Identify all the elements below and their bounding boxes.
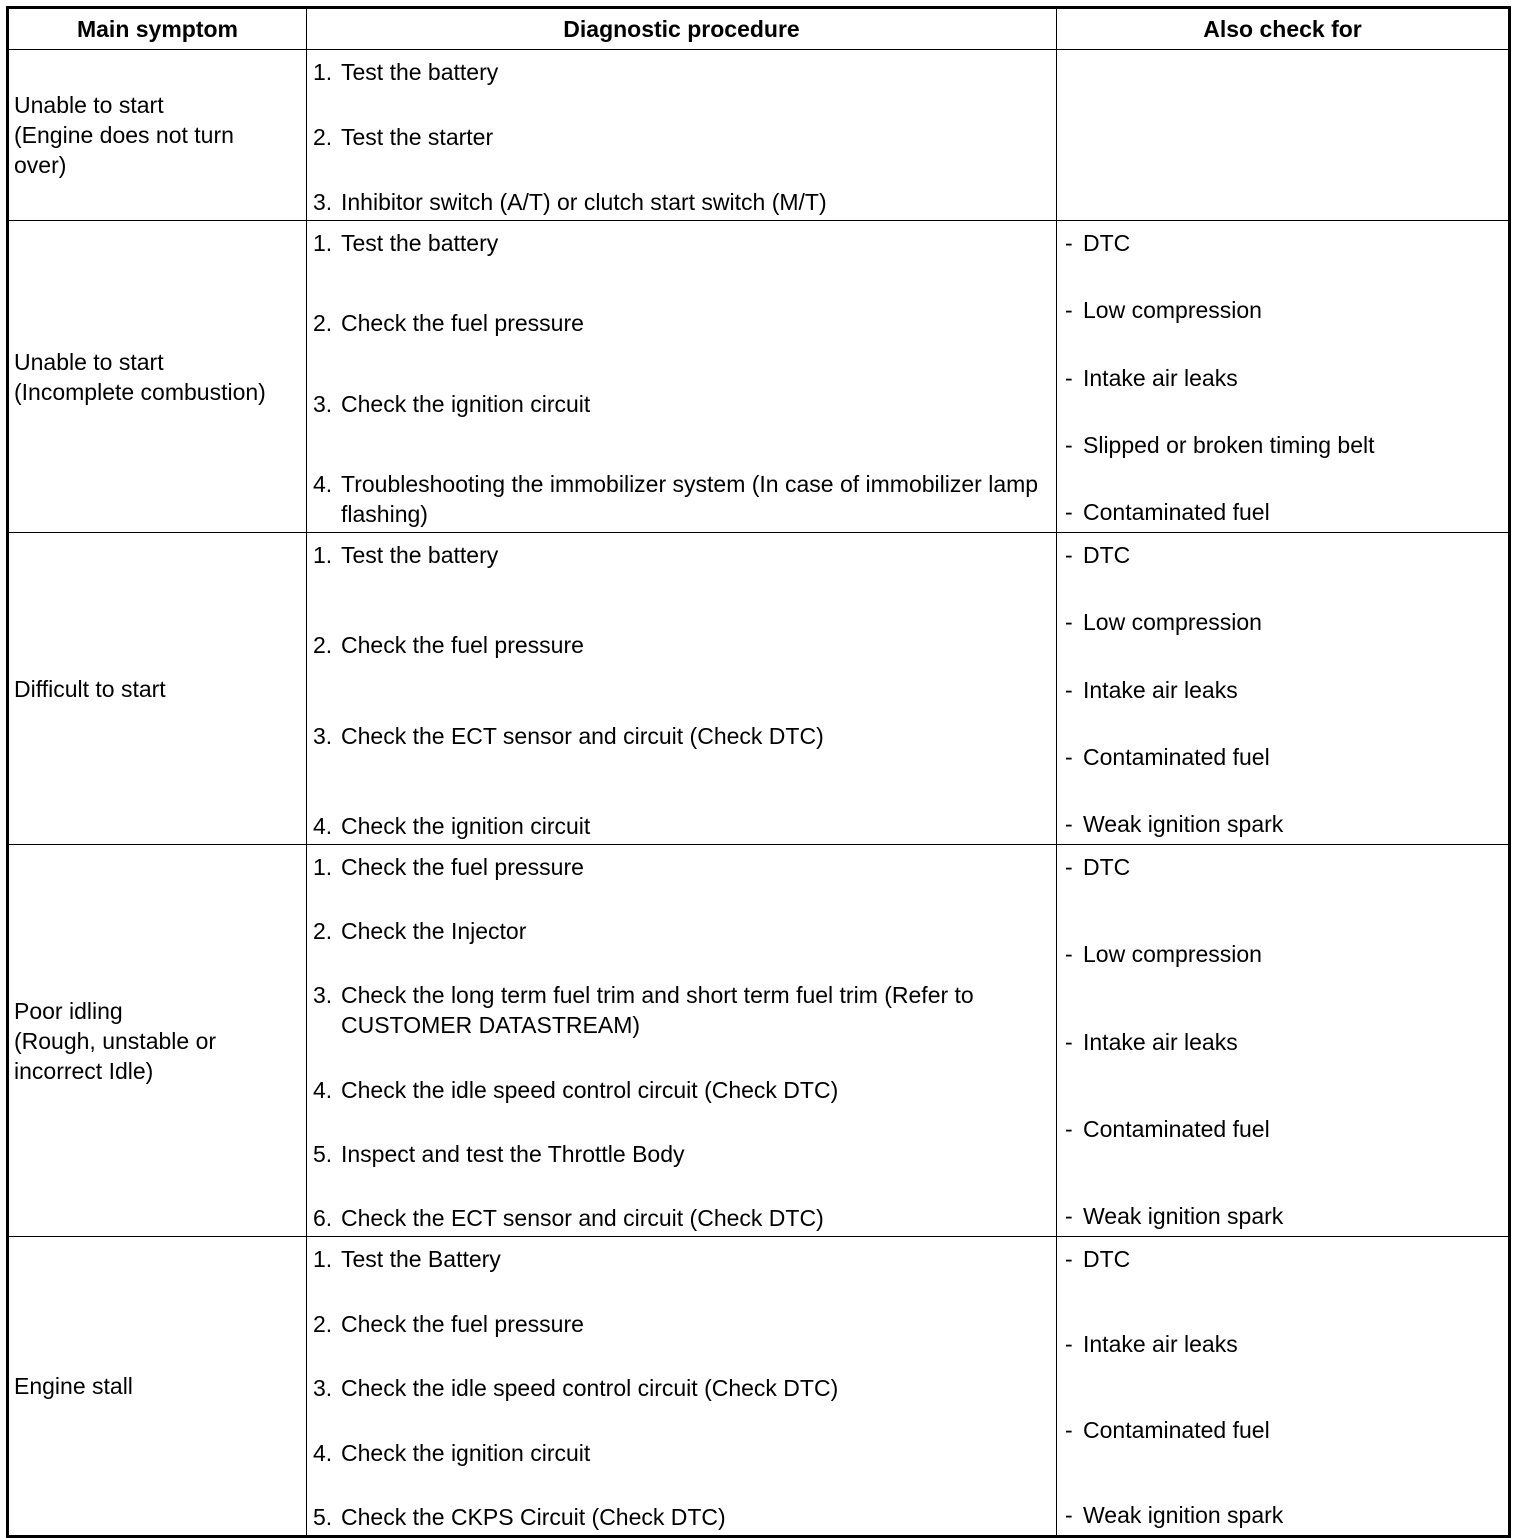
dash-bullet: -: [1065, 1115, 1073, 1142]
procedure-step: [313, 122, 1042, 152]
symptom-line: (Rough, unstable or: [14, 1027, 217, 1054]
step-text: Check the long term fuel trim and short term fuel trim (Refer to CUSTOMER DATASTREAM): [341, 982, 974, 1039]
also-check-text: DTC: [1083, 1246, 1131, 1272]
also-check-item: [1065, 809, 1498, 839]
symptom-line: over): [14, 152, 67, 178]
step-text: Test the starter: [341, 124, 494, 150]
step-text: Test the battery: [341, 230, 499, 256]
header-also-check-for: Also check for: [1057, 8, 1510, 50]
procedure-cell: [307, 221, 1057, 533]
step-number: 1.: [313, 1246, 333, 1272]
symptom-line: Difficult to start: [14, 675, 166, 702]
symptom-line: (Engine does not turn: [14, 122, 234, 148]
step-number: 4.: [313, 1439, 333, 1466]
procedure-step: [313, 630, 1042, 660]
also-check-item: [1065, 228, 1498, 258]
also-check-text: Intake air leaks: [1083, 676, 1238, 703]
dash-bullet: -: [1065, 743, 1073, 770]
dash-bullet: -: [1065, 1028, 1073, 1055]
step-text: Check the Injector: [341, 918, 527, 945]
step-text: Test the battery: [341, 59, 499, 85]
also-check-text: Weak ignition spark: [1083, 1501, 1284, 1528]
dash-bullet: -: [1065, 542, 1073, 568]
also-check-text: Intake air leaks: [1083, 364, 1238, 391]
procedure-step: [313, 228, 1042, 258]
step-text: Check the ignition circuit: [341, 1439, 591, 1466]
step-text: Check the ignition circuit: [341, 390, 591, 417]
dash-bullet: -: [1065, 499, 1073, 525]
procedure-step: [313, 389, 1042, 419]
also-check-text: Low compression: [1083, 609, 1262, 636]
step-text: Check the ECT sensor and circuit (Check DTC): [341, 1204, 824, 1231]
symptom-line: Engine stall: [14, 1373, 133, 1399]
step-number: 3.: [313, 390, 333, 417]
also-check-text: DTC: [1083, 854, 1131, 880]
also-check-item: [1065, 1027, 1498, 1057]
also-check-text: Intake air leaks: [1083, 1331, 1238, 1358]
also-check-text: Low compression: [1083, 941, 1262, 968]
dash-bullet: -: [1065, 1501, 1073, 1528]
step-number: 1.: [313, 59, 333, 85]
also-check-text: DTC: [1083, 230, 1131, 256]
step-number: 6.: [313, 1204, 333, 1231]
dash-bullet: -: [1065, 676, 1073, 703]
also-check-item: [1065, 295, 1498, 325]
dash-bullet: -: [1065, 364, 1073, 391]
step-number: 3.: [313, 722, 333, 749]
step-text: Inhibitor switch (A/T) or clutch start switch (M/T): [341, 189, 827, 215]
procedure-step: [313, 1502, 1042, 1532]
step-text: Test the Battery: [341, 1246, 501, 1272]
step-number: 3.: [313, 1375, 333, 1401]
symptom-line: (Incomplete combustion): [14, 378, 266, 405]
also-check-text: Contaminated fuel: [1083, 1115, 1270, 1142]
table-row: [8, 221, 1510, 533]
also-check-item: [1065, 742, 1498, 772]
step-number: 2.: [313, 310, 333, 337]
also-check-item: [1065, 939, 1498, 969]
step-number: 2.: [313, 632, 333, 659]
header-diagnostic-procedure: Diagnostic procedure: [307, 8, 1057, 50]
step-text: Check the idle speed control circuit (Check DTC): [341, 1375, 839, 1401]
dash-bullet: -: [1065, 609, 1073, 636]
dash-bullet: -: [1065, 1416, 1073, 1443]
procedure-cell: [307, 533, 1057, 845]
header-row: [8, 8, 1510, 50]
step-number: 3.: [313, 982, 333, 1009]
also-check-cell: [1057, 533, 1510, 845]
step-number: 1.: [313, 542, 333, 568]
symptom-cell: [8, 221, 307, 533]
also-check-cell: [1057, 50, 1510, 221]
dash-bullet: -: [1065, 854, 1073, 880]
step-number: 4.: [313, 812, 333, 839]
also-check-text: Weak ignition spark: [1083, 811, 1284, 837]
also-check-item: [1065, 607, 1498, 637]
also-check-text: DTC: [1083, 542, 1131, 568]
procedure-step: [313, 1203, 1042, 1233]
step-text: Check the fuel pressure: [341, 632, 584, 659]
procedure-step: [313, 187, 1042, 217]
also-check-item: [1065, 1201, 1498, 1231]
step-number: 4.: [313, 470, 333, 497]
procedure-step: [313, 980, 1042, 1040]
procedure-step: [313, 1139, 1042, 1169]
procedure-cell: [307, 50, 1057, 221]
procedure-step: [313, 852, 1042, 882]
step-text: Check the fuel pressure: [341, 854, 584, 880]
table-row: [8, 533, 1510, 845]
table-row: [8, 50, 1510, 221]
also-check-item: [1065, 675, 1498, 705]
dash-bullet: -: [1065, 811, 1073, 837]
also-check-item: [1065, 852, 1498, 882]
step-number: 1.: [313, 230, 333, 256]
dash-bullet: -: [1065, 1331, 1073, 1358]
procedure-step: [313, 1244, 1042, 1274]
symptom-line: Poor idling: [14, 997, 123, 1024]
procedure-step: [313, 811, 1042, 841]
step-number: 2.: [313, 1310, 333, 1337]
symptom-cell: [8, 845, 307, 1237]
dash-bullet: -: [1065, 431, 1073, 458]
symptom-cell: [8, 533, 307, 845]
also-check-item: [1065, 1244, 1498, 1274]
procedure-step: [313, 57, 1042, 87]
also-check-text: Low compression: [1083, 297, 1262, 324]
step-number: 5.: [313, 1140, 333, 1167]
also-check-item: [1065, 497, 1498, 527]
procedure-cell: [307, 1237, 1057, 1537]
also-check-text: Intake air leaks: [1083, 1028, 1238, 1055]
also-check-text: Slipped or broken timing belt: [1083, 431, 1375, 458]
also-check-item: [1065, 1114, 1498, 1144]
also-check-cell: [1057, 221, 1510, 533]
step-text: Check the ECT sensor and circuit (Check DTC): [341, 722, 824, 749]
diagnostic-table: [6, 6, 1511, 1538]
also-check-cell: [1057, 845, 1510, 1237]
procedure-step: [313, 721, 1042, 751]
step-number: 3.: [313, 189, 333, 215]
procedure-step: [313, 308, 1042, 338]
dash-bullet: -: [1065, 297, 1073, 324]
table-row: [8, 1237, 1510, 1537]
step-text: Check the idle speed control circuit (Check DTC): [341, 1076, 839, 1103]
table-body: [8, 50, 1510, 1537]
also-check-item: [1065, 1329, 1498, 1359]
step-number: 2.: [313, 918, 333, 945]
table-row: [8, 845, 1510, 1237]
also-check-item: [1065, 540, 1498, 570]
also-check-item: [1065, 430, 1498, 460]
step-text: Test the battery: [341, 542, 499, 568]
step-text: Inspect and test the Throttle Body: [341, 1140, 685, 1167]
procedure-step: [313, 1373, 1042, 1403]
dash-bullet: -: [1065, 1246, 1073, 1272]
step-text: Check the ignition circuit: [341, 812, 591, 839]
also-check-text: Contaminated fuel: [1083, 743, 1270, 770]
procedure-step: [313, 1309, 1042, 1339]
also-check-item: [1065, 1500, 1498, 1530]
step-number: 5.: [313, 1504, 333, 1530]
symptom-line: Unable to start: [14, 92, 164, 118]
dash-bullet: -: [1065, 1203, 1073, 1229]
procedure-step: [313, 1075, 1042, 1105]
procedure-step: [313, 916, 1042, 946]
procedure-step: [313, 469, 1042, 529]
step-text: Check the CKPS Circuit (Check DTC): [341, 1504, 726, 1530]
also-check-cell: [1057, 1237, 1510, 1537]
step-number: 1.: [313, 854, 333, 880]
symptom-line: incorrect Idle): [14, 1057, 154, 1084]
step-text: Troubleshooting the immobilizer system (In case of immobilizer lamp flashing): [341, 470, 1039, 527]
step-number: 2.: [313, 124, 333, 150]
procedure-cell: [307, 845, 1057, 1237]
header-main-symptom: Main symptom: [8, 8, 307, 50]
dash-bullet: -: [1065, 230, 1073, 256]
symptom-line: Unable to start: [14, 348, 164, 375]
step-number: 4.: [313, 1076, 333, 1103]
procedure-step: [313, 540, 1042, 570]
procedure-step: [313, 1438, 1042, 1468]
symptom-cell: [8, 50, 307, 221]
also-check-text: Weak ignition spark: [1083, 1203, 1284, 1229]
also-check-text: Contaminated fuel: [1083, 499, 1270, 525]
dash-bullet: -: [1065, 941, 1073, 968]
step-text: Check the fuel pressure: [341, 1310, 584, 1337]
symptom-cell: [8, 1237, 307, 1537]
also-check-text: Contaminated fuel: [1083, 1416, 1270, 1443]
also-check-item: [1065, 1415, 1498, 1445]
also-check-item: [1065, 363, 1498, 393]
step-text: Check the fuel pressure: [341, 310, 584, 337]
